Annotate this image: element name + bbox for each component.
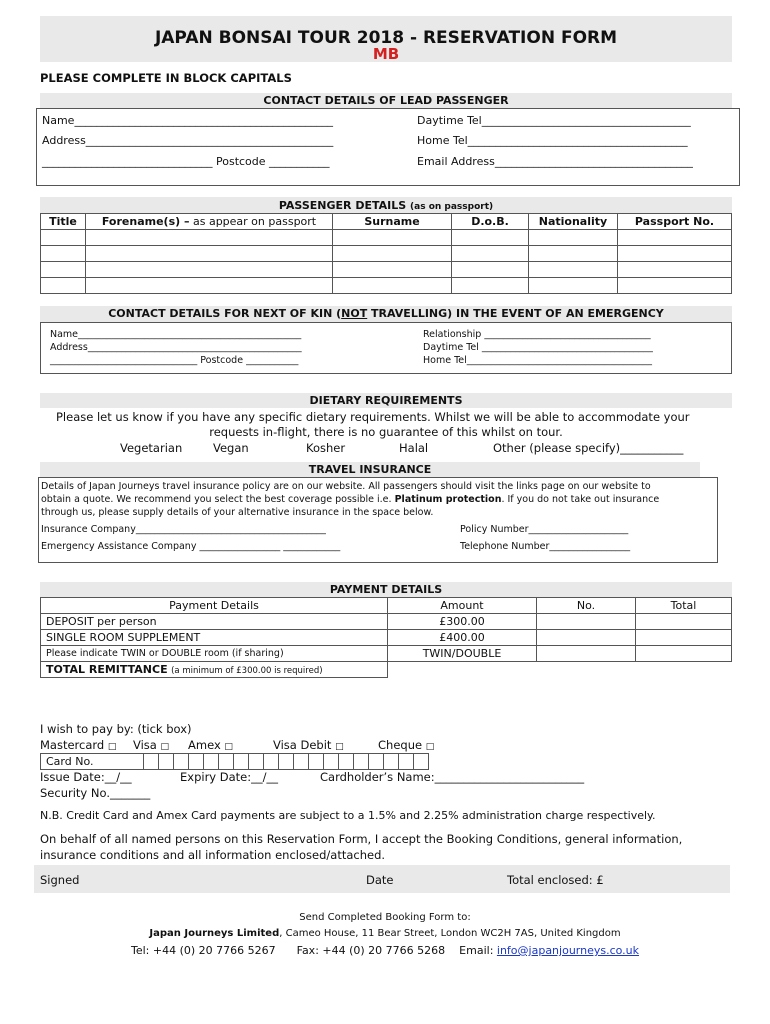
deposit-total-cell[interactable] xyxy=(636,614,732,630)
col-payment-details: Payment Details xyxy=(41,598,388,614)
payment-header-row xyxy=(41,598,732,614)
diet-option-kosher[interactable]: Kosher xyxy=(306,441,346,455)
pay-visadebit-option[interactable] xyxy=(273,738,344,752)
cheque-checkbox[interactable]: □ xyxy=(425,742,435,752)
kin-heading-not: NOT xyxy=(341,307,368,320)
total-enclosed-field[interactable]: Total enclosed: £ xyxy=(507,873,604,887)
payment-row-remittance xyxy=(41,662,732,678)
kin-home-tel-field[interactable]: Home Tel_______________________________________ xyxy=(423,355,652,366)
insurance-para-1: Details of Japan Journeys travel insurance policy are on our website. All passengers should visit the links page on our website to xyxy=(41,481,651,492)
diet-option-vegan[interactable]: Vegan xyxy=(213,441,249,455)
passenger-row[interactable] xyxy=(41,246,732,262)
single-no-cell[interactable] xyxy=(537,630,636,646)
diet-option-vegetarian[interactable]: Vegetarian xyxy=(120,441,183,455)
kin-daytime-tel-field[interactable]: Daytime Tel ____________________________________ xyxy=(423,342,653,353)
diet-option-halal[interactable]: Halal xyxy=(399,441,429,455)
send-to-label: Send Completed Booking Form to: xyxy=(299,912,471,923)
remittance-note: (a minimum of £300.00 is required) xyxy=(171,666,323,676)
passenger-heading-text: PASSENGER DETAILS xyxy=(278,199,407,212)
single-label: SINGLE ROOM SUPPLEMENT xyxy=(41,630,388,646)
card-charge-note: N.B. Credit Card and Amex Card payments are subject to a 1.5% and 2.25% administration charge respectively. xyxy=(40,809,656,822)
pay-amex-option[interactable] xyxy=(188,738,233,752)
visadebit-label: Visa Debit xyxy=(273,738,332,752)
dietary-text-1: Please let us know if you have any specific dietary requirements. Whilst we will be able to accommodate your xyxy=(56,410,690,424)
policy-number-field[interactable]: Policy Number_____________________ xyxy=(460,524,629,535)
pay-by-intro: I wish to pay by: (tick box) xyxy=(40,722,192,736)
col-amount: Amount xyxy=(388,598,537,614)
amex-label: Amex xyxy=(188,738,221,752)
room-type-label: Please indicate TWIN or DOUBLE room (if sharing) xyxy=(41,646,388,662)
lead-daytime-tel-field[interactable]: Daytime Tel______________________________________ xyxy=(417,114,691,127)
insurance-heading: TRAVEL INSURANCE xyxy=(308,463,432,476)
col-total: Total xyxy=(636,598,732,614)
visadebit-checkbox[interactable]: □ xyxy=(335,742,344,752)
acceptance-text-1: On behalf of all named persons on this Reservation Form, I accept the Booking Conditions, general information, xyxy=(40,832,683,846)
payment-table xyxy=(40,597,732,678)
kin-heading xyxy=(40,307,732,320)
lead-email-field[interactable]: Email Address____________________________________ xyxy=(417,155,693,168)
issue-date-field[interactable]: Issue Date:__/__ xyxy=(40,770,132,784)
col-no: No. xyxy=(537,598,636,614)
mastercard-checkbox[interactable]: □ xyxy=(107,742,117,752)
deposit-no-cell[interactable] xyxy=(537,614,636,630)
pay-cheque-option[interactable] xyxy=(378,738,434,752)
insurance-para-2a: obtain a quote. We recommend you select the best coverage possible i.e. xyxy=(41,494,392,505)
footer-tel: Tel: +44 (0) 20 7766 5267 xyxy=(130,944,276,957)
passenger-table xyxy=(40,213,732,294)
pay-mastercard-option[interactable] xyxy=(40,738,116,752)
amex-checkbox[interactable]: □ xyxy=(224,742,233,752)
deposit-amount: £300.00 xyxy=(388,614,537,630)
card-no-label: Card No. xyxy=(41,754,144,770)
card-number-grid[interactable] xyxy=(40,753,429,770)
date-field[interactable]: Date xyxy=(366,873,394,887)
col-nationality: Nationality xyxy=(529,214,618,230)
footer-email-link[interactable]: info@japanjourneys.co.uk xyxy=(496,944,640,957)
single-amount: £400.00 xyxy=(388,630,537,646)
remittance-label xyxy=(41,662,388,678)
passenger-heading-note: (as on passport) xyxy=(410,202,494,212)
visa-label: Visa xyxy=(133,738,157,752)
single-total-cell[interactable] xyxy=(636,630,732,646)
contact-line xyxy=(0,944,770,957)
kin-heading-pre: CONTACT DETAILS FOR NEXT OF KIN ( xyxy=(108,307,342,320)
tour-code: MB xyxy=(372,45,400,63)
room-total-cell[interactable] xyxy=(636,646,732,662)
lead-postcode-field[interactable]: _______________________________ Postcode ___________ xyxy=(42,155,330,168)
col-forename-note: as appear on passport xyxy=(192,215,317,228)
company-name: Japan Journeys Limited xyxy=(149,928,280,939)
remittance-title: TOTAL REMITTANCE xyxy=(46,663,168,676)
passenger-header-row xyxy=(41,214,732,230)
contact-heading: CONTACT DETAILS OF LEAD PASSENGER xyxy=(263,94,509,107)
kin-postcode-field[interactable]: _______________________________ Postcode ___________ xyxy=(50,355,299,366)
expiry-date-field[interactable]: Expiry Date:__/__ xyxy=(180,770,278,784)
passenger-heading xyxy=(40,199,732,212)
insurance-company-field[interactable]: Insurance Company________________________________________ xyxy=(41,524,326,535)
insurance-para-3: through us, please supply details of your alternative insurance in the space below. xyxy=(41,507,434,518)
insurance-para-2c: . If you do not take out insurance xyxy=(501,494,660,505)
company-address xyxy=(0,928,770,939)
passenger-row[interactable] xyxy=(41,262,732,278)
col-passport: Passport No. xyxy=(618,214,732,230)
diet-option-other[interactable]: Other (please specify)___________ xyxy=(493,441,684,455)
emergency-company-field[interactable]: Emergency Assistance Company _________________ ____________ xyxy=(41,541,341,552)
col-surname: Surname xyxy=(333,214,452,230)
visa-checkbox[interactable]: □ xyxy=(160,742,170,752)
col-forename xyxy=(86,214,333,230)
lead-address-field[interactable]: Address_____________________________________________ xyxy=(42,134,334,147)
payment-row-deposit xyxy=(41,614,732,630)
cheque-label: Cheque xyxy=(378,738,423,752)
dietary-heading: DIETARY REQUIREMENTS xyxy=(309,394,463,407)
col-dob: D.o.B. xyxy=(452,214,529,230)
payment-row-room xyxy=(41,646,732,662)
kin-name-field[interactable]: Name_______________________________________________ xyxy=(50,329,302,340)
deposit-label: DEPOSIT per person xyxy=(41,614,388,630)
payment-heading: PAYMENT DETAILS xyxy=(329,583,443,596)
col-forename-label: Forename(s) – xyxy=(101,215,190,228)
security-no-field[interactable]: Security No._______ xyxy=(40,786,151,800)
pay-visa-option[interactable] xyxy=(133,738,169,752)
telephone-number-field[interactable]: Telephone Number_________________ xyxy=(460,541,631,552)
mastercard-label: Mastercard xyxy=(40,738,105,752)
col-title: Title xyxy=(41,214,86,230)
block-capitals-note: PLEASE COMPLETE IN BLOCK CAPITALS xyxy=(40,71,292,85)
acceptance-text-2: insurance conditions and all information enclosed/attached. xyxy=(40,848,386,862)
passenger-row[interactable] xyxy=(41,230,732,246)
company-street: , Cameo House, 11 Bear Street, London WC2H 7AS, United Kingdom xyxy=(279,928,621,939)
form-title: JAPAN BONSAI TOUR 2018 - RESERVATION FORM xyxy=(154,28,618,48)
footer-fax: Fax: +44 (0) 20 7766 5268 xyxy=(296,944,446,957)
kin-heading-post: TRAVELLING) IN THE EVENT OF AN EMERGENCY xyxy=(367,307,664,320)
passenger-row[interactable] xyxy=(41,278,732,294)
dietary-text-2: requests in-flight, there is no guarantee of this whilst on tour. xyxy=(209,425,563,439)
room-type-value[interactable]: TWIN/DOUBLE xyxy=(388,646,537,662)
kin-address-field[interactable]: Address_____________________________________________ xyxy=(50,342,302,353)
signed-field[interactable]: Signed xyxy=(40,873,80,887)
room-no-cell[interactable] xyxy=(537,646,636,662)
payment-row-single xyxy=(41,630,732,646)
platinum-protection: Platinum protection xyxy=(394,494,502,505)
kin-relationship-field[interactable]: Relationship ___________________________________ xyxy=(423,329,651,340)
lead-name-field[interactable]: Name_______________________________________________ xyxy=(42,114,333,127)
footer-email-label: Email: xyxy=(459,944,494,957)
lead-home-tel-field[interactable]: Home Tel________________________________________ xyxy=(417,134,688,147)
cardholder-name-field[interactable]: Cardholder’s Name:__________________________ xyxy=(320,770,585,784)
insurance-para-2 xyxy=(41,494,659,505)
